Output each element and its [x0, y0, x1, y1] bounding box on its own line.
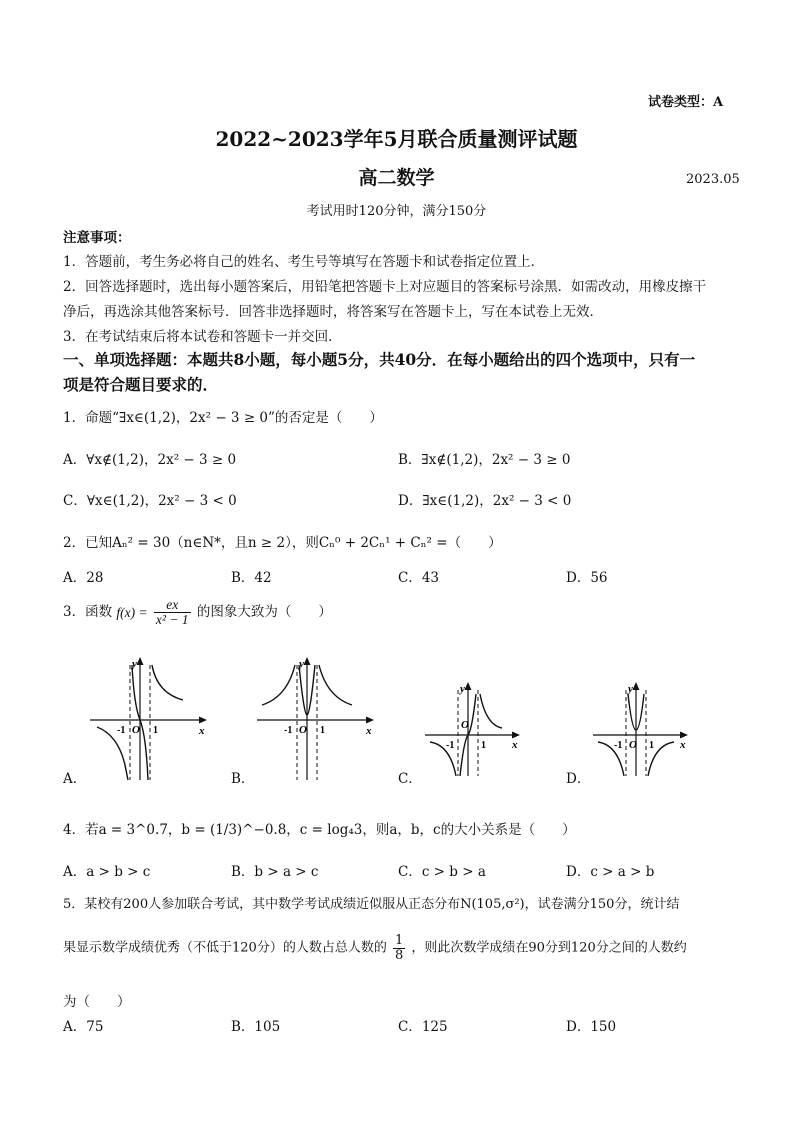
note-item: 1．答题前，考生务必将自己的姓名、考生号等填写在答题卡和试卷指定位置上．	[63, 254, 545, 270]
q1-option-c: C．∀x∈(1,2)，2x² − 3 < 0	[63, 493, 237, 509]
q5-option-c: C．125	[398, 1019, 448, 1035]
graph-d-origin: O	[629, 739, 637, 751]
section-heading: 一、单项选择题：本题共8小题，每小题5分，共40分．在每小题给出的四个选项中，只有一	[63, 350, 696, 369]
q3-option-d: D．	[566, 771, 591, 787]
graph-b	[252, 655, 382, 785]
q2-option-c: C．43	[398, 570, 440, 586]
q3-option-c: C．	[398, 771, 422, 787]
q5-option-d: D．150	[566, 1019, 617, 1035]
graph-d-neg-one: -1	[614, 740, 623, 751]
graph-b-y-label: y	[299, 658, 304, 670]
q3-frac-denominator: x² − 1	[155, 612, 189, 628]
exam-date: 2023.05	[686, 172, 740, 187]
graph-c-origin: O	[461, 719, 469, 731]
graph-b-x-label: x	[366, 725, 372, 737]
paper-type-label: 试卷类型：A	[648, 95, 724, 110]
q3-option-b: B．	[231, 771, 255, 787]
subject-title: 高二数学	[358, 167, 435, 189]
q2-option-a: A．28	[63, 570, 104, 586]
q2-option-b: B．42	[231, 570, 272, 586]
q2-option-d: D．56	[566, 570, 608, 586]
q4-option-a: A．a > b > c	[63, 864, 151, 880]
q5-text-b: ，则此次数学成绩在90分到120分之间的人数约	[411, 940, 687, 956]
q3-function: f(x) =	[116, 604, 148, 620]
note-item: 净后，再选涂其他答案标号．回答非选择题时，将答案写在答题卡上，写在本试卷上无效．	[63, 304, 603, 320]
exam-info: 考试用时120分钟，满分150分	[306, 204, 487, 219]
graph-a-x-label: x	[199, 725, 205, 737]
graph-c-one: 1	[481, 740, 486, 751]
graph-d-y-label: y	[628, 683, 633, 695]
note-item: 2．回答选择题时，选出每小题答案后，用铅笔把答题卡上对应题目的答案标号涂黑．如需改动，用橡皮擦干	[63, 279, 707, 295]
graph-d	[588, 680, 698, 780]
graph-a-origin: O	[132, 724, 140, 736]
q4-option-c: C．c > b > a	[398, 864, 486, 880]
q4-option-b: B．b > a > c	[231, 864, 319, 880]
graph-c-x-label: x	[512, 739, 518, 751]
graph-c-y-label: y	[460, 683, 465, 695]
graph-d-x-label: x	[680, 739, 686, 751]
graph-b-origin: O	[299, 724, 307, 736]
exam-title: 2022~2023学年5月联合质量测评试题	[215, 127, 578, 151]
graph-a-neg-one: -1	[117, 725, 126, 736]
q1-option-a: A．∀x∉(1,2)，2x² − 3 ≥ 0	[63, 452, 237, 468]
question-1-stem: 1．命题“∃x∈(1,2)，2x² − 3 ≥ 0”的否定是（ ）	[63, 410, 383, 426]
section-heading-cont: 项是符合题目要求的．	[63, 375, 219, 394]
q3-suffix: 的图象大致为（ ）	[196, 603, 332, 620]
graph-c	[420, 680, 530, 780]
graph-a-y-label: y	[132, 658, 137, 670]
graph-a-one: 1	[153, 725, 158, 736]
q5-frac-denominator: 8	[394, 947, 404, 963]
q3-option-a: A．	[63, 771, 87, 787]
graph-b-one: 1	[320, 725, 325, 736]
notes-heading: 注意事项：	[63, 230, 131, 246]
graph-b-neg-one: -1	[284, 725, 293, 736]
q5-fraction	[393, 934, 405, 962]
question-2-stem: 2．已知Aₙ² = 30（n∈N*，且n ≥ 2），则Cₙ⁰ + 2Cₙ¹ + Cₙ² =（ ）	[63, 535, 502, 551]
q3-frac-numerator: ex	[154, 598, 191, 613]
q1-option-b: B．∃x∉(1,2)，2x² − 3 ≥ 0	[398, 452, 571, 468]
q3-fraction	[154, 598, 191, 627]
q4-option-d: D．c > a > b	[566, 864, 655, 880]
question-4-stem: 4．若a = 3^0.7，b = (1/3)^−0.8，c = log₄3，则a，b，c的大小关系是（ ）	[63, 822, 576, 838]
graph-c-neg-one: -1	[446, 740, 455, 751]
question-5-line-3: 为（ ）	[63, 994, 131, 1010]
graph-a	[85, 655, 215, 785]
question-3-stem	[63, 598, 332, 627]
q5-text-a: 果显示数学成绩优秀（不低于120分）的人数占总人数的	[63, 940, 387, 956]
q5-option-a: A．75	[63, 1019, 104, 1035]
q1-option-d: D．∃x∈(1,2)，2x² − 3 < 0	[398, 493, 572, 509]
graph-d-one: 1	[649, 740, 654, 751]
q5-option-b: B．105	[231, 1019, 281, 1035]
q3-prefix: 3．函数	[63, 603, 113, 620]
question-5-line-1: 5．某校有200人参加联合考试，其中数学考试成绩近似服从正态分布N(105,σ²)，试卷满分150分，统计结	[63, 897, 680, 912]
q5-frac-numerator: 1	[394, 933, 404, 948]
question-5-line-2	[63, 934, 687, 962]
note-item: 3．在考试结束后将本试卷和答题卡一并交回．	[63, 329, 342, 345]
